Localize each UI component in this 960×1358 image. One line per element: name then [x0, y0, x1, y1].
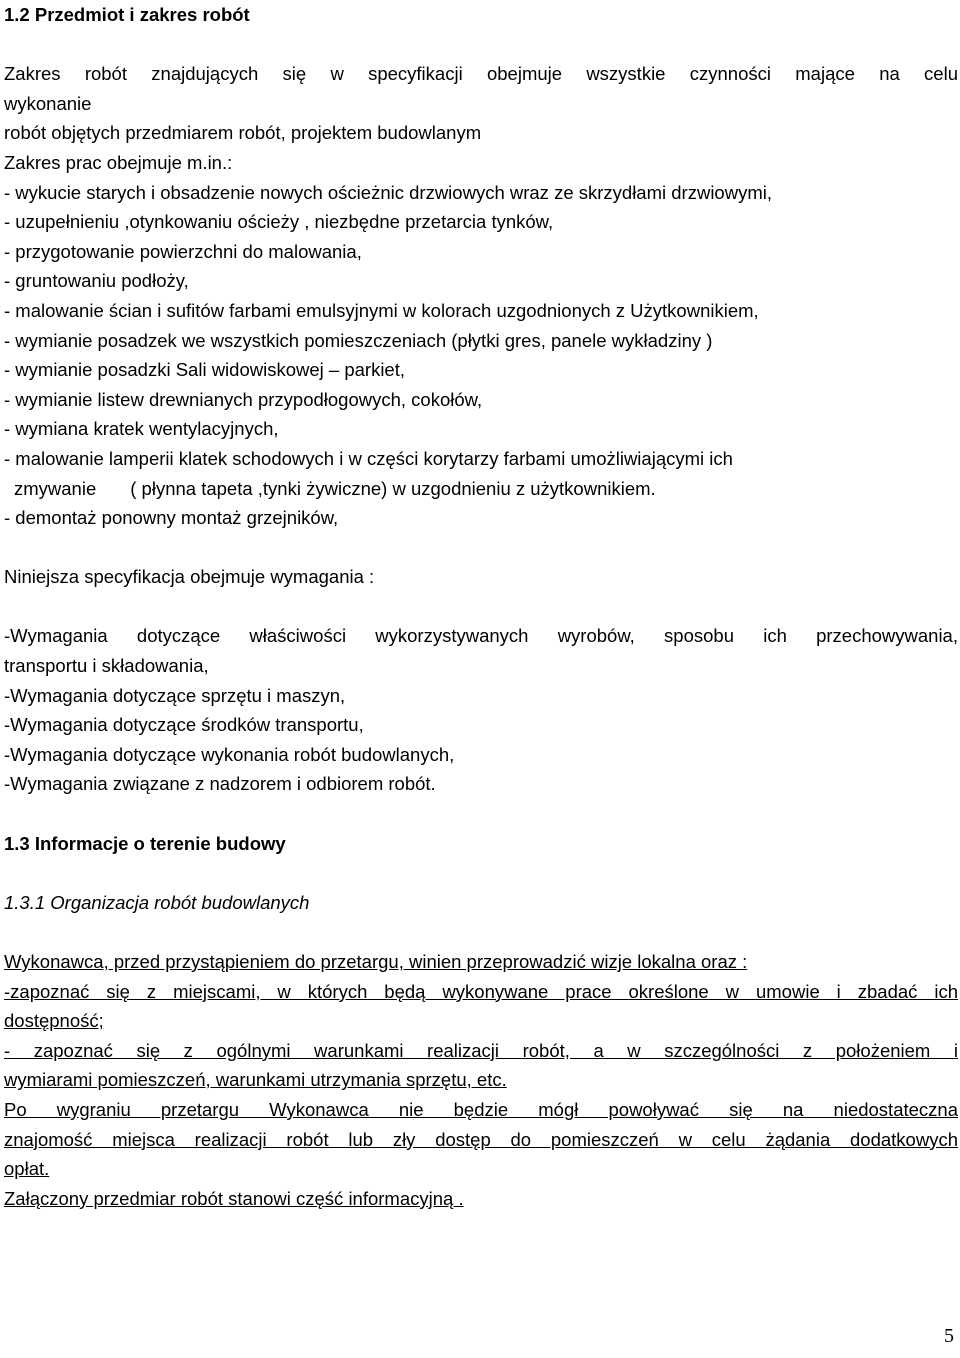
paragraph-line: Po wygraniu przetargu Wykonawca nie będzie mógł powoływać się na niedostateczna: [4, 1098, 958, 1120]
subsection-heading-1-3-1: 1.3.1 Organizacja robót budowlanych: [4, 891, 310, 913]
paragraph-line: wymiarami pomieszczeń, warunkami utrzymania sprzętu, etc.: [4, 1069, 507, 1091]
document-page: [4, 0, 958, 1213]
scope-item: - malowanie ścian i sufitów farbami emulsyjnymi w kolorach uzgodnionych z Użytkownikiem,: [4, 299, 759, 321]
paragraph-line: dostępność;: [4, 1010, 104, 1032]
paragraph-line: znajomość miejsca realizacji robót lub zły dostęp do pomieszczeń w celu żądania dodatkowych: [4, 1128, 958, 1150]
page-number: 5: [944, 1325, 954, 1347]
requirement-item: -Wymagania dotyczące wykonania robót budowlanych,: [4, 743, 455, 765]
spacer: [4, 30, 958, 60]
requirement-item: -Wymagania związane z nadzorem i odbiorem robót.: [4, 773, 436, 795]
scope-item: - wymianie posadzki Sali widowiskowej – parkiet,: [4, 359, 405, 381]
requirement-item: -Wymagania dotyczące właściwości wykorzystywanych wyrobów, sposobu ich przechowywania,: [4, 625, 958, 647]
section-heading-1-2: 1.2 Przedmiot i zakres robót: [4, 4, 250, 25]
paragraph-line: Wykonawca, przed przystąpieniem do przetargu, winien przeprowadzić wizje lokalna oraz :: [4, 951, 748, 972]
paragraph-line: opłat.: [4, 1158, 50, 1180]
paragraph-line: - zapoznać się z ogólnymi warunkami realizacji robót, a w szczególności z położeniem i: [4, 1039, 958, 1061]
scope-item: - malowanie lamperii klatek schodowych i w części korytarzy farbami umożliwiającymi ich: [4, 447, 733, 469]
paragraph-line: Załączony przedmiar robót stanowi część informacyjną .: [4, 1187, 464, 1209]
spacer: [4, 917, 958, 947]
requirement-item: -Wymagania dotyczące sprzętu i maszyn,: [4, 684, 346, 706]
scope-item-continuation: [4, 474, 958, 504]
scope-item: - wykucie starych i obsadzenie nowych ościeżnic drzwiowych wraz ze skrzydłami drzwiowymi,: [4, 181, 772, 203]
section-heading-1-3: 1.3 Informacje o terenie budowy: [4, 832, 286, 854]
scope-cont-rest: ( płynna tapeta ,tynki żywiczne) w uzgodnieniu z użytkownikiem.: [130, 477, 656, 499]
scope-item: - przygotowanie powierzchni do malowania,: [4, 240, 362, 262]
requirement-item: -Wymagania dotyczące środków transportu,: [4, 714, 364, 736]
intro-line: Zakres prac obejmuje m.in.:: [4, 151, 233, 173]
scope-item: - wymianie listew drewnianych przypodłogowych, cokołów,: [4, 388, 483, 410]
scope-cont-word: zmywanie: [14, 477, 97, 499]
spacer: [4, 592, 958, 622]
requirements-list: [4, 621, 958, 799]
scope-item: - wymianie posadzek we wszystkich pomieszczeniach (płytki gres, panele wykładziny ): [4, 329, 713, 351]
organization-text: [4, 947, 958, 1213]
scope-item: - uzupełnieniu ,otynkowaniu ościeży , niezbędne przetarcia tynków,: [4, 211, 554, 233]
paragraph-line: -zapoznać się z miejscami, w których będą wykonywane prace określone w umowie i zbadać ich: [4, 980, 958, 1002]
intro-line: wykonanie: [4, 92, 92, 114]
spacer: [4, 533, 958, 563]
intro-line: Zakres robót znajdujących się w specyfikacji obejmuje wszystkie czynności mające na celu: [4, 63, 958, 85]
requirement-item-continuation: transportu i składowania,: [4, 655, 209, 677]
intro-line: robót objętych przedmiarem robót, projektem budowlanym: [4, 122, 482, 144]
scope-list: [4, 178, 958, 533]
requirements-intro: Niniejsza specyfikacja obejmuje wymagania :: [4, 566, 375, 588]
scope-item: - wymiana kratek wentylacyjnych,: [4, 418, 279, 440]
scope-item: - demontaż ponowny montaż grzejników,: [4, 507, 339, 529]
spacer: [4, 858, 958, 888]
spacer: [4, 799, 958, 829]
scope-item: - gruntowaniu podłoży,: [4, 270, 189, 292]
